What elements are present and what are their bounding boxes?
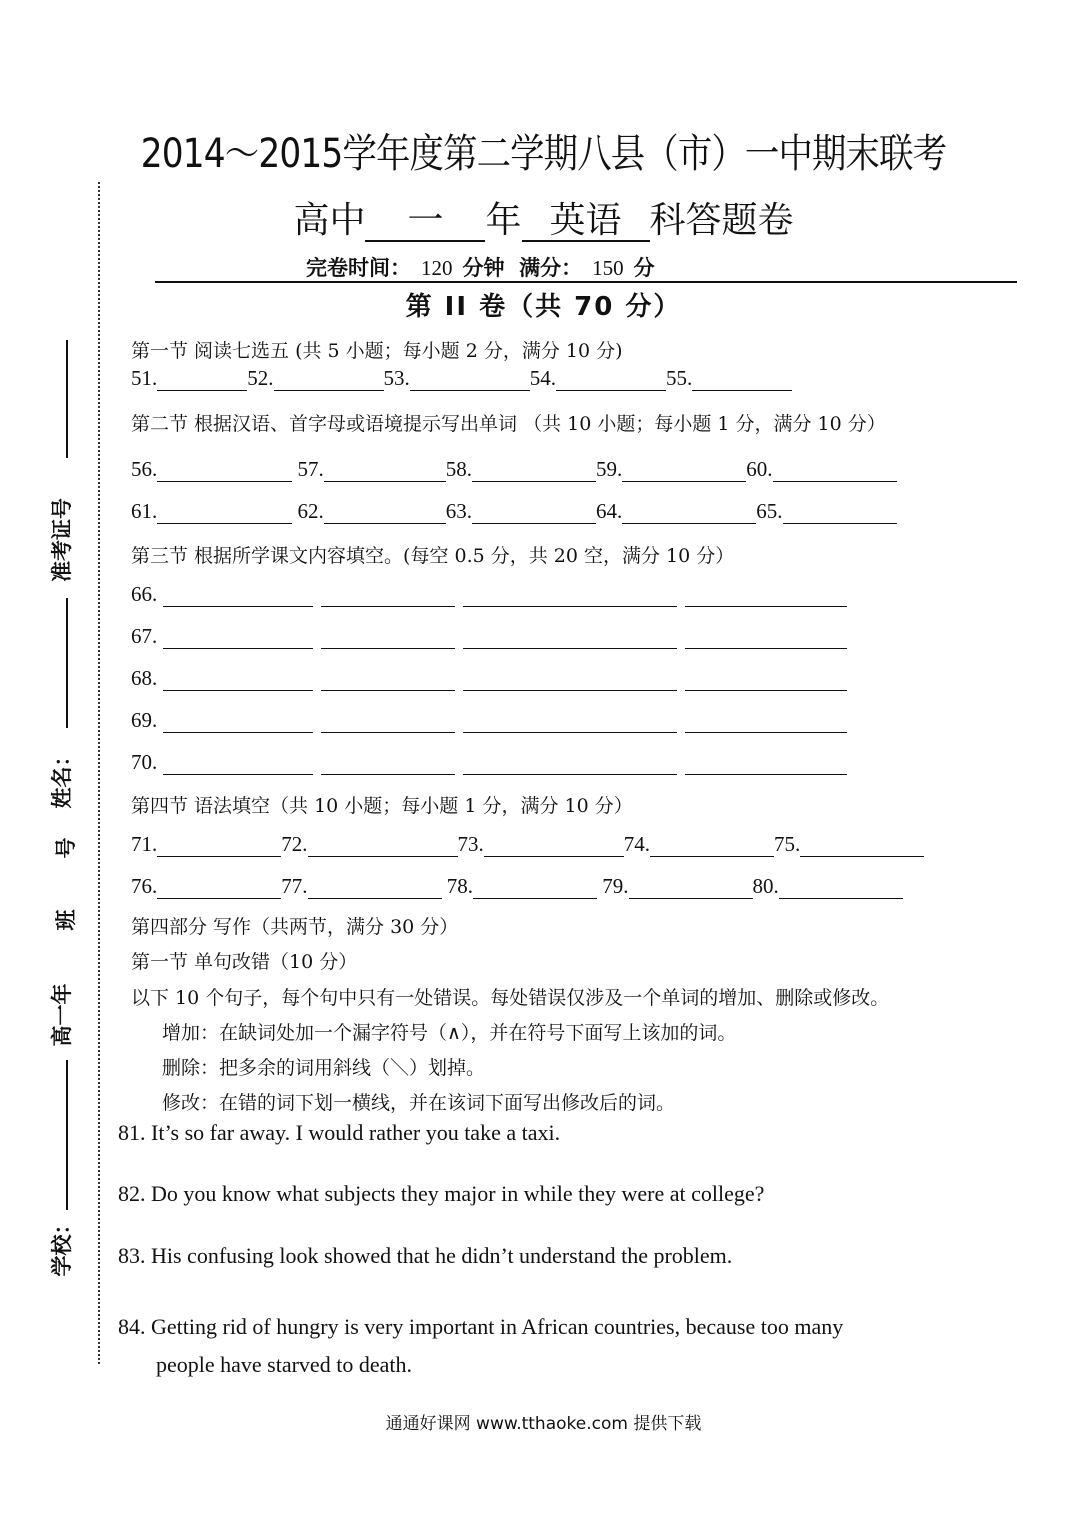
answer-item: 71. bbox=[131, 832, 281, 857]
name-line[interactable] bbox=[66, 598, 68, 728]
answer-item: 72. bbox=[281, 832, 457, 857]
answer-item: 77. bbox=[281, 874, 441, 899]
answer-item: 74. bbox=[624, 832, 774, 857]
answer-blank[interactable] bbox=[685, 674, 847, 691]
answer-item: 56. bbox=[131, 457, 292, 482]
section-2-row-2 bbox=[131, 499, 897, 524]
answer-blank[interactable] bbox=[685, 590, 847, 607]
answer-item: 80. bbox=[753, 874, 903, 899]
answer-blank[interactable] bbox=[556, 372, 666, 391]
answer-item: 64. bbox=[596, 499, 756, 524]
answer-blank[interactable] bbox=[308, 880, 442, 899]
answer-blank[interactable] bbox=[324, 505, 446, 524]
answer-item: 53. bbox=[384, 366, 530, 391]
answer-blank[interactable] bbox=[773, 463, 897, 482]
answer-item: 58. bbox=[446, 457, 596, 482]
answer-item: 78. bbox=[447, 874, 597, 899]
section-3-row: 66. bbox=[131, 582, 855, 607]
answer-blank[interactable] bbox=[163, 632, 313, 649]
answer-blank[interactable] bbox=[321, 758, 455, 775]
section-1-answers bbox=[131, 366, 792, 391]
answer-item: 73. bbox=[458, 832, 624, 857]
answer-blank[interactable] bbox=[472, 505, 596, 524]
header-divider bbox=[155, 281, 1017, 283]
answer-blank[interactable] bbox=[157, 372, 247, 391]
year-word: 年 bbox=[485, 200, 522, 241]
grade-label: 高一年 bbox=[50, 983, 74, 1047]
answer-blank[interactable] bbox=[321, 590, 455, 607]
school-label: 学校： bbox=[50, 1213, 74, 1277]
footer-credit: 通通好课网 www.tthaoke.com 提供下载 bbox=[385, 1414, 702, 1434]
answer-blank[interactable] bbox=[274, 372, 384, 391]
answer-blank[interactable] bbox=[622, 505, 756, 524]
section-4-row-1 bbox=[131, 832, 924, 857]
binding-dotted-line bbox=[98, 182, 100, 1364]
answer-blank[interactable] bbox=[157, 838, 281, 857]
school-line[interactable] bbox=[66, 1060, 68, 1210]
rule-add: 增加：在缺词处加一个漏字符号（∧），并在符号下面写上该加的词。 bbox=[162, 1022, 737, 1044]
answer-blank[interactable] bbox=[685, 632, 847, 649]
answer-item: 52. bbox=[247, 366, 383, 391]
score-label: 满分： bbox=[519, 256, 583, 280]
answer-blank[interactable] bbox=[321, 674, 455, 691]
answer-blank[interactable] bbox=[472, 463, 596, 482]
answer-blank[interactable] bbox=[321, 632, 455, 649]
answer-item: 62. bbox=[298, 499, 446, 524]
answer-blank[interactable] bbox=[410, 372, 530, 391]
answer-item: 79. bbox=[602, 874, 752, 899]
answer-blank[interactable] bbox=[463, 674, 677, 691]
answer-blank[interactable] bbox=[463, 758, 677, 775]
hao-label: 号 bbox=[54, 837, 78, 859]
section-2-title: 第二节 根据汉语、首字母或语境提示写出单词 （共 10 小题；每小题 1 分，满分 10 分） bbox=[131, 413, 886, 435]
part-4-sub-1: 第一节 单句改错（10 分） bbox=[131, 951, 358, 973]
score-unit: 分 bbox=[633, 256, 655, 280]
answer-blank[interactable] bbox=[783, 505, 897, 524]
sentence-84-line-2: people have starved to death. bbox=[156, 1352, 412, 1377]
answer-blank[interactable] bbox=[484, 838, 624, 857]
answer-blank[interactable] bbox=[157, 505, 292, 524]
answer-blank[interactable] bbox=[321, 716, 455, 733]
time-label: 完卷时间： bbox=[306, 256, 411, 280]
section-3-row: 67. bbox=[131, 624, 855, 649]
answer-blank[interactable] bbox=[324, 463, 446, 482]
answer-item: 54. bbox=[530, 366, 666, 391]
name-label: 姓名： bbox=[50, 745, 74, 809]
answer-item: 59. bbox=[596, 457, 746, 482]
answer-item: 65. bbox=[756, 499, 896, 524]
answer-blank[interactable] bbox=[463, 632, 677, 649]
answer-item: 60. bbox=[746, 457, 896, 482]
section-4-row-2 bbox=[131, 874, 903, 899]
sentence-84-line-1: 84. Getting rid of hungry is very important in African countries, because too many bbox=[118, 1314, 844, 1339]
answer-blank[interactable] bbox=[473, 880, 597, 899]
answer-blank[interactable] bbox=[463, 716, 677, 733]
answer-blank[interactable] bbox=[157, 880, 281, 899]
answer-blank[interactable] bbox=[163, 716, 313, 733]
time-unit: 分钟 bbox=[462, 256, 505, 280]
answer-item: 63. bbox=[446, 499, 596, 524]
answer-blank[interactable] bbox=[685, 758, 847, 775]
answer-blank[interactable] bbox=[163, 674, 313, 691]
section-3-row: 70. bbox=[131, 750, 855, 775]
section-4-title: 第四节 语法填空（共 10 小题；每小题 1 分，满分 10 分） bbox=[131, 795, 633, 817]
answer-blank[interactable] bbox=[629, 880, 753, 899]
answer-blank[interactable] bbox=[692, 372, 792, 391]
ban-label: 班 bbox=[54, 909, 78, 931]
grade-value: 一 bbox=[365, 202, 485, 242]
volume-title: 第 II 卷（共 70 分） bbox=[405, 292, 682, 322]
answer-blank[interactable] bbox=[622, 463, 746, 482]
subject-value: 英语 bbox=[522, 202, 650, 242]
page-title: 2014～2015学年度第二学期八县（市）一中期末联考 bbox=[140, 131, 947, 177]
exam-meta bbox=[306, 252, 655, 282]
answer-blank[interactable] bbox=[779, 880, 903, 899]
subtitle-prefix: 高中 bbox=[293, 200, 366, 241]
answer-blank[interactable] bbox=[800, 838, 924, 857]
answer-blank[interactable] bbox=[163, 590, 313, 607]
section-2-row-1 bbox=[131, 457, 897, 482]
answer-item: 76. bbox=[131, 874, 281, 899]
rule-modify: 修改：在错的词下划一横线，并在该词下面写出修改后的词。 bbox=[162, 1092, 676, 1114]
answer-blank[interactable] bbox=[685, 716, 847, 733]
time-value: 120 bbox=[411, 256, 463, 282]
section-3-row: 68. bbox=[131, 666, 855, 691]
answer-item: 75. bbox=[774, 832, 924, 857]
score-value: 150 bbox=[582, 256, 634, 282]
page-subtitle bbox=[0, 192, 1087, 243]
section-3-row: 69. bbox=[131, 708, 855, 733]
exam-number-line[interactable] bbox=[66, 340, 68, 458]
exam-number-label: 准考证号 bbox=[50, 498, 74, 582]
section-3-title: 第三节 根据所学课文内容填空。(每空 0.5 分，共 20 空，满分 10 分） bbox=[131, 545, 735, 567]
answer-blank[interactable] bbox=[308, 838, 458, 857]
answer-blank[interactable] bbox=[157, 463, 292, 482]
answer-item: 61. bbox=[131, 499, 292, 524]
answer-blank[interactable] bbox=[650, 838, 774, 857]
part-4-title: 第四部分 写作（共两节，满分 30 分） bbox=[131, 916, 459, 938]
sentence-82: 82. Do you know what subjects they major in while they were at college? bbox=[118, 1181, 765, 1206]
sentence-83: 83. His confusing look showed that he didn’t understand the problem. bbox=[118, 1243, 733, 1268]
rule-delete: 删除：把多余的词用斜线（＼）划掉。 bbox=[162, 1057, 486, 1079]
answer-blank[interactable] bbox=[463, 590, 677, 607]
section-1-title: 第一节 阅读七选五 (共 5 小题；每小题 2 分，满分 10 分) bbox=[131, 340, 623, 362]
answer-item: 55. bbox=[666, 366, 792, 391]
subtitle-suffix: 科答题卷 bbox=[649, 200, 794, 241]
answer-item: 57. bbox=[298, 457, 446, 482]
answer-blank[interactable] bbox=[163, 758, 313, 775]
sentence-81: 81. It’s so far away. I would rather you take a taxi. bbox=[118, 1120, 561, 1145]
answer-item: 51. bbox=[131, 366, 247, 391]
part-4-intro: 以下 10 个句子，每个句中只有一处错误。每处错误仅涉及一个单词的增加、删除或修改。 bbox=[131, 987, 890, 1009]
